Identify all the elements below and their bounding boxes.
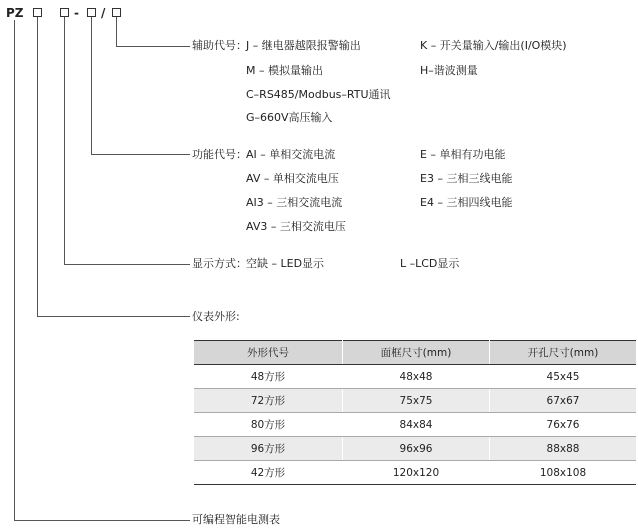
code-box-aux: [112, 8, 121, 17]
connector-function-vertical: [91, 17, 92, 155]
aux-item-high-voltage: G–660V高压输入: [246, 111, 333, 124]
connector-aux-horizontal: [116, 46, 190, 47]
aux-item-relay: J – 继电器越限报警输出: [246, 39, 361, 52]
connector-display-vertical: [64, 17, 65, 265]
cell-frame-size: 48x48: [343, 365, 490, 389]
func-item-e4: E4 – 三相四线电能: [420, 196, 513, 209]
table-row: [194, 365, 636, 389]
func-item-e: E – 单相有功电能: [420, 148, 506, 161]
cell-cutout-size: 108x108: [490, 461, 637, 485]
connector-shape-vertical: [37, 17, 38, 317]
cell-frame-size: 84x84: [343, 413, 490, 437]
cell-cutout-size: 45x45: [490, 365, 637, 389]
func-item-av: AV – 单相交流电压: [246, 172, 339, 185]
code-slash: /: [101, 6, 106, 20]
func-item-ai: AI – 单相交流电流: [246, 148, 336, 161]
aux-item-analog: M – 模拟量输出: [246, 64, 323, 77]
code-dash: -: [74, 6, 79, 20]
connector-shape-horizontal: [37, 316, 190, 317]
cell-cutout-size: 88x88: [490, 437, 637, 461]
code-box-shape: [33, 8, 42, 17]
display-lcd: L –LCD显示: [400, 257, 460, 270]
connector-function-horizontal: [91, 154, 190, 155]
table-row: [194, 437, 636, 461]
aux-label: 辅助代号：: [192, 39, 247, 52]
aux-item-harmonic: H–谐波测量: [420, 64, 478, 77]
connector-product-horizontal: [14, 520, 190, 521]
aux-item-rs485: C–RS485/Modbus–RTU通讯: [246, 88, 391, 101]
header-cutout-size: 开孔尺寸(mm): [490, 341, 637, 365]
cell-shape-code: 96方形: [194, 437, 343, 461]
table-header-row: [194, 341, 636, 365]
func-item-av3: AV3 – 三相交流电压: [246, 220, 346, 233]
shape-label: 仪表外形:: [192, 310, 240, 323]
connector-aux-vertical: [116, 17, 117, 47]
cell-cutout-size: 67x67: [490, 389, 637, 413]
cell-frame-size: 120x120: [343, 461, 490, 485]
cell-shape-code: 42方形: [194, 461, 343, 485]
aux-item-io: K – 开关量输入/输出(I/O模块): [420, 39, 567, 52]
cell-shape-code: 80方形: [194, 413, 343, 437]
cell-frame-size: 96x96: [343, 437, 490, 461]
table-row: [194, 413, 636, 437]
cell-shape-code: 72方形: [194, 389, 343, 413]
code-box-display: [60, 8, 69, 17]
connector-display-horizontal: [64, 264, 190, 265]
shape-dimension-table: [194, 340, 636, 485]
header-frame-size: 面框尺寸(mm): [343, 341, 490, 365]
cell-cutout-size: 76x76: [490, 413, 637, 437]
display-label: 显示方式：: [192, 257, 247, 270]
table-row: [194, 461, 636, 485]
display-led: 空缺 – LED显示: [246, 257, 325, 270]
header-shape-code: 外形代号: [194, 341, 343, 365]
connector-product-vertical: [14, 20, 15, 521]
func-label: 功能代号：: [192, 148, 247, 161]
func-item-ai3: AI3 – 三相交流电流: [246, 196, 343, 209]
product-label: 可编程智能电测表: [192, 513, 280, 526]
cell-frame-size: 75x75: [343, 389, 490, 413]
table-row: [194, 389, 636, 413]
cell-shape-code: 48方形: [194, 365, 343, 389]
model-prefix: PZ: [6, 6, 24, 20]
func-item-e3: E3 – 三相三线电能: [420, 172, 513, 185]
code-box-function: [87, 8, 96, 17]
